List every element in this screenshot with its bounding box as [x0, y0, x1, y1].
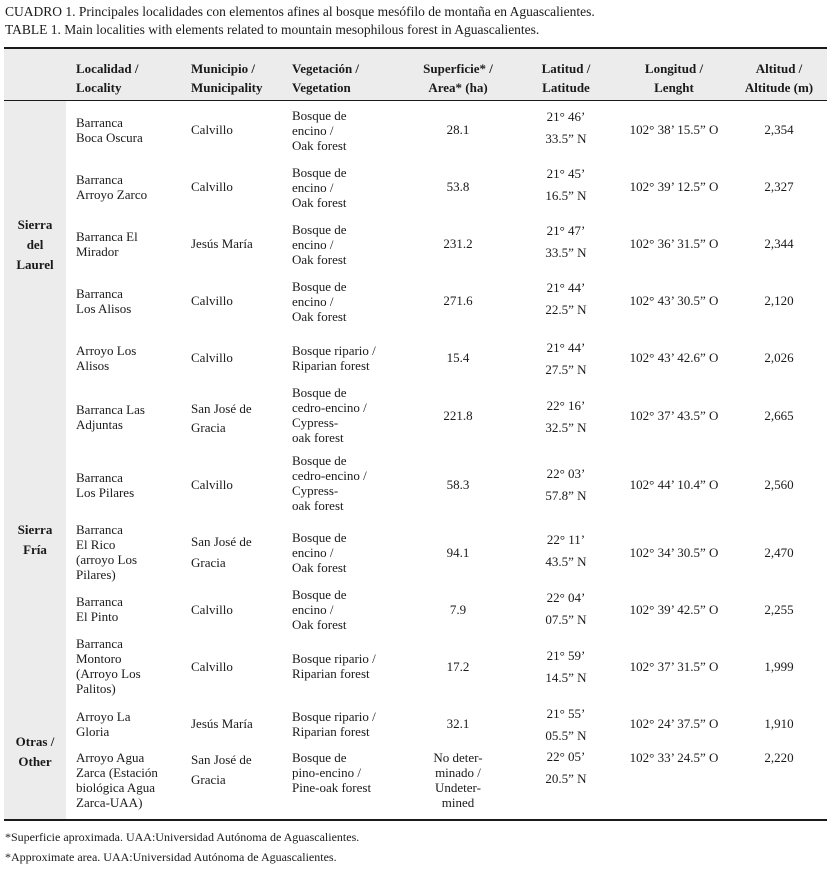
cell-altitude: 2,327 [764, 179, 794, 194]
footnote-spanish: *Superficie aproximada. UAA:Universidad Autónoma de Aguascalientes. [5, 830, 360, 844]
cell-vegetation: Bosque de encino / Oak forest [292, 222, 347, 267]
cell-locality: Barranca Montoro (Arroyo Los Palitos) [76, 636, 141, 696]
caption-english: TABLE 1. Main localities with elements related to mountain mesophilous forest in Aguascalientes. [5, 22, 540, 37]
cell-locality: Barranca Los Pilares [76, 470, 135, 500]
cell-latitude: 21° 46’ 33.5” N [545, 109, 587, 146]
header-localidad: Localidad / Locality [76, 61, 139, 95]
cell-municipality: Calvillo [191, 602, 233, 617]
cell-altitude: 1,910 [764, 716, 794, 731]
cell-vegetation: Bosque de cedro-encino / Cypress- oak forest [292, 385, 367, 445]
cell-area: 7.9 [449, 602, 467, 617]
cell-vegetation: Bosque de cedro-encino / Cypress- oak forest [292, 453, 367, 513]
caption-spanish: CUADRO 1. Principales localidades con elementos afines al bosque mesófilo de montaña en Aguascalientes. [5, 4, 595, 19]
cell-altitude: 2,560 [764, 477, 794, 492]
cell-altitude: 2,344 [764, 236, 794, 251]
cell-altitude: 2,470 [764, 545, 794, 560]
cell-area: 271.6 [443, 293, 473, 308]
cell-area: 17.2 [446, 659, 470, 674]
cell-altitude: 2,665 [764, 408, 794, 423]
cell-longitude: 102° 38’ 15.5” O [629, 122, 719, 137]
cell-vegetation: Bosque de pino-encino / Pine-oak forest [292, 750, 372, 795]
header-longitud: Longitud / Lenght [644, 61, 704, 95]
cell-altitude: 1,999 [764, 659, 794, 674]
cell-locality: Barranca El Pinto [76, 594, 123, 624]
cell-latitude: 22° 04’ 07.5” N [545, 590, 587, 627]
cell-municipality: Calvillo [191, 477, 233, 492]
cell-area: 32.1 [446, 716, 470, 731]
bottom-rule [4, 819, 827, 821]
cell-longitude: 102° 24’ 37.5” O [629, 716, 719, 731]
cell-vegetation: Bosque ripario / Riparian forest [292, 651, 376, 681]
region-sierra-del-laurel: Sierra del Laurel [16, 217, 54, 272]
cell-locality: Barranca El Mirador [76, 229, 138, 259]
cell-longitude: 102° 37’ 43.5” O [629, 408, 719, 423]
cell-locality: Arroyo Agua Zarca (Estación biológica Agua Zarca-UAA) [76, 750, 158, 810]
cell-area: 15.4 [446, 350, 470, 365]
table-caption [5, 3, 595, 39]
cell-locality: Barranca Las Adjuntas [76, 402, 145, 432]
cell-municipality: Jesús María [191, 236, 253, 251]
cell-municipality: San José de Gracia [191, 534, 252, 570]
cell-vegetation: Bosque de encino / Oak forest [292, 530, 347, 575]
cell-latitude: 22° 05’ 20.5” N [545, 749, 587, 786]
cell-longitude: 102° 44’ 10.4” O [629, 477, 719, 492]
cell-area: 58.3 [446, 477, 470, 492]
cell-municipality: Calvillo [191, 350, 233, 365]
header-vegetacion: Vegetación / Vegetation [292, 61, 360, 95]
cell-altitude: 2,255 [764, 602, 794, 617]
cell-altitude: 2,354 [764, 122, 794, 137]
header-rule [4, 100, 827, 101]
table-footnotes [5, 827, 359, 867]
cell-municipality: San José de Gracia [191, 752, 252, 787]
cell-longitude: 102° 33’ 24.5” O [629, 750, 719, 765]
cell-locality: Barranca Los Alisos [76, 286, 132, 316]
cell-longitude: 102° 36’ 31.5” O [629, 236, 719, 251]
cell-area: No deter- minado / Undeter- mined [433, 750, 483, 810]
cell-latitude: 22° 03’ 57.8” N [545, 466, 587, 503]
cell-longitude: 102° 43’ 30.5” O [629, 293, 719, 308]
cell-area: 53.8 [446, 179, 470, 194]
cell-longitude: 102° 39’ 42.5” O [629, 602, 719, 617]
cell-vegetation: Bosque ripario / Riparian forest [292, 709, 376, 739]
header-superficie: Superficie* / Area* (ha) [423, 61, 493, 95]
cell-area: 94.1 [446, 545, 470, 560]
cell-municipality: Calvillo [191, 659, 233, 674]
cell-longitude: 102° 37’ 31.5” O [629, 659, 719, 674]
cell-locality: Barranca Boca Oscura [76, 115, 143, 145]
cell-locality: Barranca El Rico (arroyo Los Pilares) [76, 522, 138, 582]
cell-latitude: 21° 44’ 22.5” N [545, 280, 587, 317]
cell-vegetation: Bosque de encino / Oak forest [292, 587, 347, 632]
cell-area: 221.8 [443, 408, 473, 423]
region-column-shading [4, 101, 66, 819]
cell-latitude: 21° 44’ 27.5” N [545, 340, 587, 377]
cell-latitude: 21° 47’ 33.5” N [545, 223, 587, 260]
header-latitud: Latitud / Latitude [541, 61, 591, 95]
cell-area: 28.1 [446, 122, 470, 137]
cell-municipality: San José de Gracia [191, 401, 252, 435]
cell-vegetation: Bosque de encino / Oak forest [292, 165, 347, 210]
cell-municipality: Calvillo [191, 122, 233, 137]
footnote-english: *Approximate area. UAA:Universidad Autónoma de Aguascalientes. [5, 850, 337, 864]
region-sierra-fria: Sierra Fría [17, 522, 53, 557]
top-rule [4, 47, 827, 49]
cell-latitude: 21° 55’ 05.5” N [545, 706, 587, 743]
cell-latitude: 21° 59’ 14.5” N [545, 648, 587, 685]
cell-altitude: 2,120 [764, 293, 794, 308]
cell-municipality: Jesús María [191, 716, 253, 731]
cell-altitude: 2,026 [764, 350, 794, 365]
cell-locality: Arroyo La Gloria [76, 709, 131, 739]
cell-longitude: 102° 34’ 30.5” O [629, 545, 719, 560]
cell-area: 231.2 [443, 236, 473, 251]
cell-vegetation: Bosque ripario / Riparian forest [292, 343, 376, 373]
cell-latitude: 22° 11’ 43.5” N [545, 532, 587, 569]
cell-latitude: 21° 45’ 16.5” N [545, 166, 587, 203]
cell-vegetation: Bosque de encino / Oak forest [292, 279, 347, 324]
cell-municipality: Calvillo [191, 293, 233, 308]
cell-locality: Arroyo Los Alisos [76, 343, 137, 373]
cell-latitude: 22° 16’ 32.5” N [545, 398, 587, 435]
region-otras: Otras / Other [15, 734, 55, 769]
cell-municipality: Calvillo [191, 179, 233, 194]
localities-table [4, 47, 827, 823]
cell-locality: Barranca Arroyo Zarco [76, 172, 148, 202]
cell-longitude: 102° 43’ 42.6” O [629, 350, 719, 365]
cell-altitude: 2,220 [764, 750, 794, 765]
cell-vegetation: Bosque de encino / Oak forest [292, 108, 347, 153]
header-altitud: Altitud / Altitude (m) [744, 61, 814, 95]
header-municipio: Municipio / Municipality [191, 61, 263, 95]
cell-longitude: 102° 39’ 12.5” O [629, 179, 719, 194]
